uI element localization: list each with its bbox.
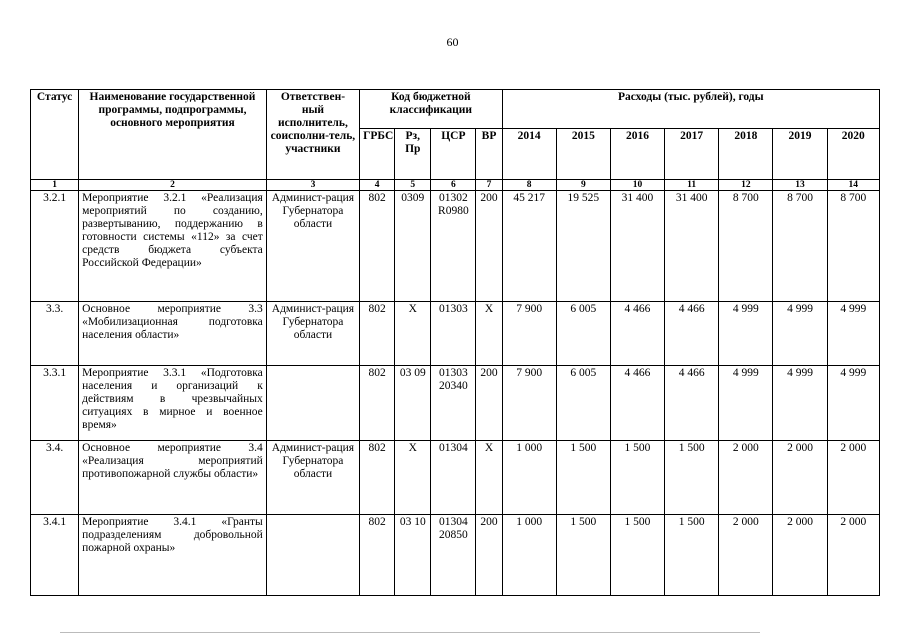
row-value: 1 500 — [665, 515, 719, 596]
row-value: 45 217 — [502, 191, 556, 302]
budget-table — [30, 89, 880, 596]
row-value: 1 000 — [502, 515, 556, 596]
column-number: 11 — [665, 180, 719, 191]
column-number: 6 — [431, 180, 476, 191]
row-value: 4 999 — [773, 366, 827, 441]
row-value: 4 999 — [827, 366, 879, 441]
row-name: Основное мероприятие 3.4 «Реализация мероприятий противопожарной службы области» — [79, 441, 267, 515]
column-number: 9 — [556, 180, 610, 191]
page-number: 60 — [446, 35, 459, 49]
row-csr: 01303 — [431, 302, 476, 366]
header-year: 2017 — [665, 129, 719, 180]
row-vr: 200 — [476, 515, 502, 596]
header-year: 2020 — [827, 129, 879, 180]
column-number: 5 — [395, 180, 431, 191]
header-status: Статус — [31, 90, 79, 180]
column-number: 4 — [360, 180, 395, 191]
scan-edge-divider — [60, 632, 760, 633]
header-csr: ЦСР — [431, 129, 476, 180]
row-value: 1 500 — [665, 441, 719, 515]
row-value: 8 700 — [827, 191, 879, 302]
column-number: 13 — [773, 180, 827, 191]
row-value: 1 500 — [556, 441, 610, 515]
row-name: Основное мероприятие 3.3 «Мобилизационная подготовка населения области» — [79, 302, 267, 366]
table-row — [31, 441, 880, 515]
row-value: 4 999 — [827, 302, 879, 366]
table-row — [31, 366, 880, 441]
row-responsible: Админист-рация Губернатора области — [266, 302, 359, 366]
row-value: 2 000 — [719, 515, 773, 596]
header-rz-pr: Рз, Пр — [395, 129, 431, 180]
row-rz-pr: 0309 — [395, 191, 431, 302]
row-value: 2 000 — [719, 441, 773, 515]
row-value: 1 000 — [502, 441, 556, 515]
row-vr: X — [476, 302, 502, 366]
row-vr: 200 — [476, 366, 502, 441]
row-rz-pr: 03 09 — [395, 366, 431, 441]
row-value: 6 005 — [556, 366, 610, 441]
row-value: 4 999 — [719, 366, 773, 441]
column-number: 14 — [827, 180, 879, 191]
header-expenses: Расходы (тыс. рублей), годы — [502, 90, 879, 129]
row-value: 2 000 — [827, 441, 879, 515]
row-status: 3.3.1 — [31, 366, 79, 441]
header-year: 2015 — [556, 129, 610, 180]
header-year: 2018 — [719, 129, 773, 180]
header-responsible: Ответствен-ный исполнитель, соисполни-тель, участники — [266, 90, 359, 180]
row-value: 1 500 — [610, 441, 664, 515]
row-grbs: 802 — [360, 441, 395, 515]
row-rz-pr: X — [395, 441, 431, 515]
header-year: 2016 — [610, 129, 664, 180]
table-row — [31, 302, 880, 366]
row-rz-pr: X — [395, 302, 431, 366]
row-responsible: Админист-рация Губернатора области — [266, 441, 359, 515]
row-status: 3.2.1 — [31, 191, 79, 302]
row-vr: X — [476, 441, 502, 515]
header-grbs: ГРБС — [360, 129, 395, 180]
row-rz-pr: 03 10 — [395, 515, 431, 596]
row-name: Мероприятие 3.4.1 «Гранты подразделениям добровольной пожарной охраны» — [79, 515, 267, 596]
column-number: 8 — [502, 180, 556, 191]
row-value: 8 700 — [719, 191, 773, 302]
row-status: 3.4. — [31, 441, 79, 515]
row-value: 7 900 — [502, 302, 556, 366]
row-value: 7 900 — [502, 366, 556, 441]
column-number: 7 — [476, 180, 502, 191]
table-row — [31, 515, 880, 596]
column-number-row — [31, 180, 880, 191]
row-value: 4 466 — [610, 366, 664, 441]
row-value: 8 700 — [773, 191, 827, 302]
row-value: 2 000 — [773, 515, 827, 596]
row-value: 1 500 — [556, 515, 610, 596]
column-number: 12 — [719, 180, 773, 191]
row-value: 31 400 — [610, 191, 664, 302]
row-value: 2 000 — [773, 441, 827, 515]
row-csr: 01303 20340 — [431, 366, 476, 441]
row-grbs: 802 — [360, 302, 395, 366]
row-value: 31 400 — [665, 191, 719, 302]
header-year: 2019 — [773, 129, 827, 180]
row-value: 4 466 — [665, 302, 719, 366]
row-value: 4 999 — [719, 302, 773, 366]
row-name: Мероприятие 3.3.1 «Подготовка населения и организаций к действиям в чрезвычайных ситуациях в мирное и военное время» — [79, 366, 267, 441]
row-grbs: 802 — [360, 515, 395, 596]
row-csr: 01304 20850 — [431, 515, 476, 596]
column-number: 1 — [31, 180, 79, 191]
row-name: Мероприятие 3.2.1 «Реализация мероприятий по созданию, развертыванию, поддержанию в готовности системы «112» за счет средств бюджета субъекта Российской Федерации» — [79, 191, 267, 302]
header-budget-code: Код бюджетной классификации — [360, 90, 502, 129]
row-csr: 01302 R0980 — [431, 191, 476, 302]
column-number: 3 — [266, 180, 359, 191]
row-value: 19 525 — [556, 191, 610, 302]
header-name: Наименование государственной программы, подпрограммы, основного мероприятия — [79, 90, 267, 180]
row-vr: 200 — [476, 191, 502, 302]
row-responsible: Админист-рация Губернатора области — [266, 191, 359, 302]
row-value: 4 466 — [665, 366, 719, 441]
row-status: 3.4.1 — [31, 515, 79, 596]
header-vr: ВР — [476, 129, 502, 180]
row-value: 6 005 — [556, 302, 610, 366]
row-status: 3.3. — [31, 302, 79, 366]
column-number: 2 — [79, 180, 267, 191]
row-value: 2 000 — [827, 515, 879, 596]
table-row — [31, 191, 880, 302]
column-number: 10 — [610, 180, 664, 191]
header-year: 2014 — [502, 129, 556, 180]
row-csr: 01304 — [431, 441, 476, 515]
row-grbs: 802 — [360, 191, 395, 302]
row-responsible — [266, 366, 359, 441]
row-value: 4 999 — [773, 302, 827, 366]
row-value: 4 466 — [610, 302, 664, 366]
row-grbs: 802 — [360, 366, 395, 441]
row-responsible — [266, 515, 359, 596]
row-value: 1 500 — [610, 515, 664, 596]
